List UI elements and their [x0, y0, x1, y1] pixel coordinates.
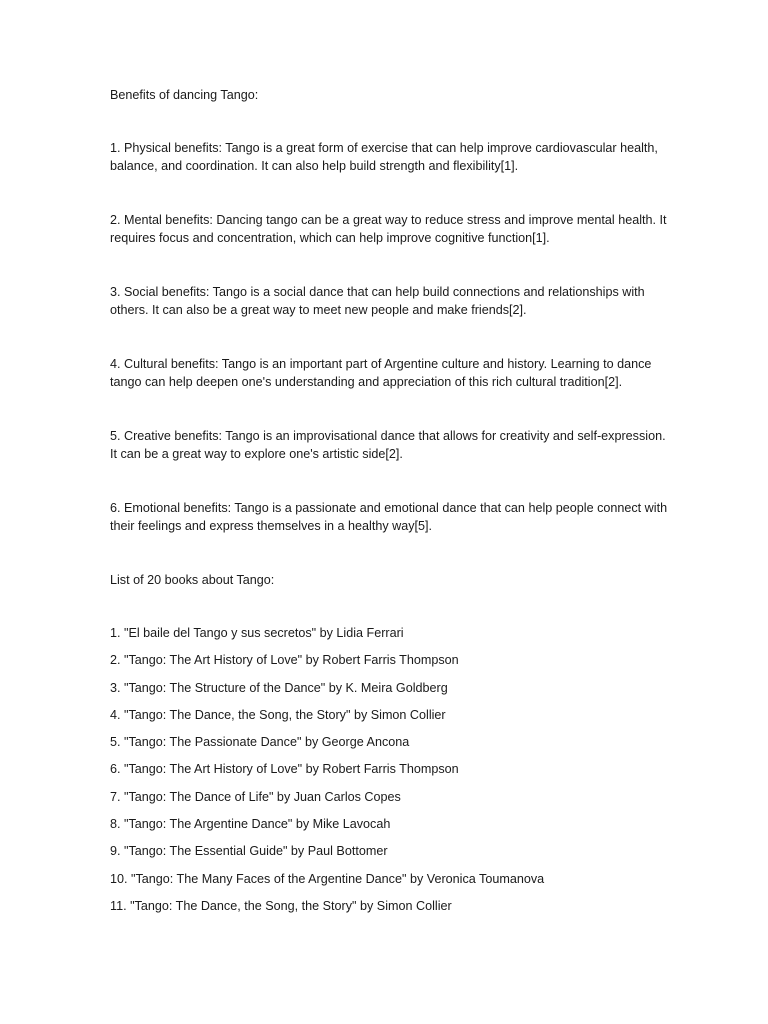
benefit-physical: 1. Physical benefits: Tango is a great form of exercise that can help improve cardiovascular health, balance, and coordination. It can also help build strength and flexibility[1]. [110, 141, 658, 173]
book-item: 3. "Tango: The Structure of the Dance" by K. Meira Goldberg [110, 680, 448, 695]
book-item: 2. "Tango: The Art History of Love" by Robert Farris Thompson [110, 653, 459, 668]
benefit-social: 3. Social benefits: Tango is a social dance that can help build connections and relationships with others. It can also be a great way to meet new people and make friends[2]. [110, 285, 645, 317]
benefit-mental: 2. Mental benefits: Dancing tango can be a great way to reduce stress and improve mental health. It requires focus and concentration, which can help improve cognitive function[1]. [110, 213, 667, 245]
document-page [110, 86, 670, 924]
book-item: 5. "Tango: The Passionate Dance" by George Ancona [110, 735, 410, 750]
books-heading: List of 20 books about Tango: [110, 573, 275, 587]
book-item: 7. "Tango: The Dance of Life" by Juan Carlos Copes [110, 789, 401, 804]
book-item: 6. "Tango: The Art History of Love" by Robert Farris Thompson [110, 762, 459, 777]
benefit-creative: 5. Creative benefits: Tango is an improvisational dance that allows for creativity and self-expression. It can be a great way to explore one's artistic side[2]. [110, 429, 666, 461]
book-item: 4. "Tango: The Dance, the Song, the Story" by Simon Collier [110, 707, 446, 722]
document-heading: Benefits of dancing Tango: [110, 88, 259, 102]
benefit-emotional: 6. Emotional benefits: Tango is a passionate and emotional dance that can help people connect with their feelings and express themselves in a healthy way[5]. [110, 501, 668, 533]
book-item: 1. "El baile del Tango y sus secretos" by Lidia Ferrari [110, 626, 404, 640]
book-item: 8. "Tango: The Argentine Dance" by Mike Lavocah [110, 817, 391, 832]
book-item: 11. "Tango: The Dance, the Song, the Story" by Simon Collier [110, 898, 452, 913]
book-item: 9. "Tango: The Essential Guide" by Paul Bottomer [110, 844, 388, 859]
book-item: 10. "Tango: The Many Faces of the Argentine Dance" by Veronica Toumanova [110, 871, 545, 886]
benefit-cultural: 4. Cultural benefits: Tango is an important part of Argentine culture and history. Learning to dance tango can help deepen one's understanding and appreciation of this rich cultural tradition[2]. [110, 357, 652, 389]
